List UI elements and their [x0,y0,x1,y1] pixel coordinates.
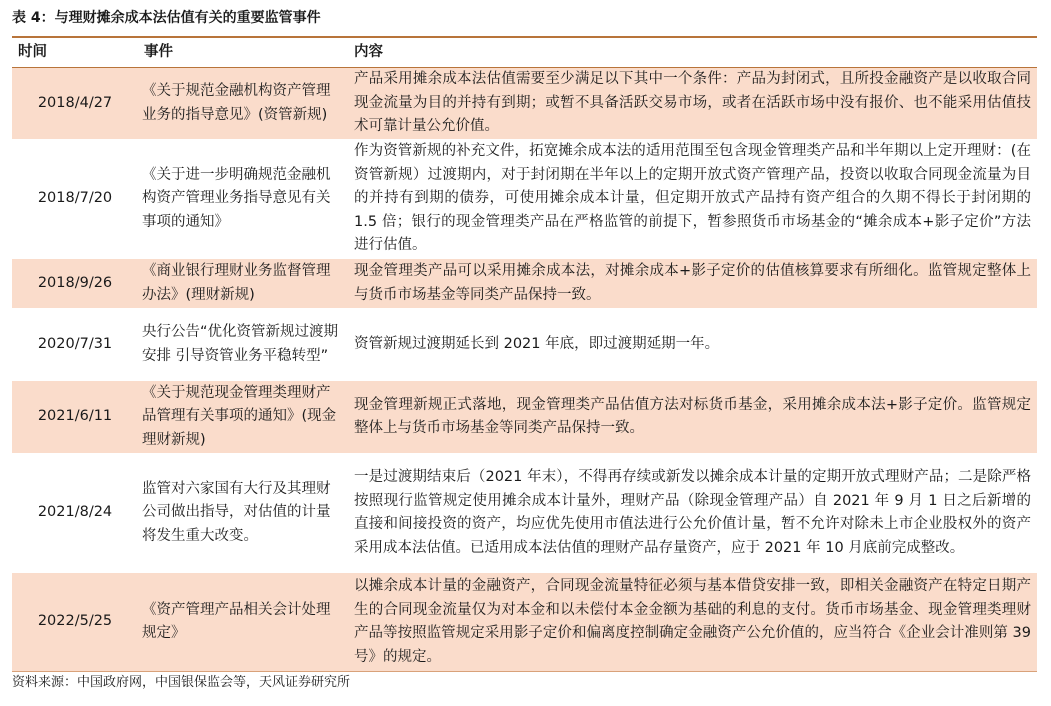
regulatory-events-table [12,36,1037,672]
row-event: 《关于规范现金管理类理财产品管理有关事项的通知》(现金理财新规) [142,384,337,448]
row-date: 2018/9/26 [37,274,113,291]
header-date: 时间 [18,44,47,60]
table-header [12,38,1037,68]
table-row [12,381,1037,454]
table-row [12,259,1037,309]
source-note: 资料来源：中国政府网，中国银保监会等，天风证券研究所 [12,675,351,690]
table-row [12,309,1037,381]
row-date: 2021/6/11 [37,408,113,425]
row-event: 监管对六家国有大行及其理财公司做出指导，对估值的计量将发生重大改变。 [142,480,331,544]
row-event: 《关于规范金融机构资产管理业务的指导意见》(资管新规) [142,83,331,123]
table-row [12,68,1037,140]
row-content: 产品采用摊余成本法估值需要至少满足以下其中一个条件：产品为封闭式，且所投金融资产是以收取合同现金流量为目的并持有到期；或暂不具备活跃交易市场，或者在活跃市场中没有报价、也不能采用估值技术可靠计量公允价值。 [354,71,1031,135]
row-content: 一是过渡期结束后（2021 年末），不得再存续或新发以摊余成本计量的定期开放式理财产品；二是除严格按照现行监管规定使用摊余成本计量外，理财产品（除现金管理产品）自 2021 年 9 月 1 日之后新增的直接和间接投资的资产，均应优先使用市值法进行公允价值计量，暂不允许对除未上市企业股权外的资产采用成本法估值。已适用成本法估值的理财产品存量资产，应于 2021 年 10 月底前完成整改。 [354,469,1031,556]
row-event: 《商业银行理财业务监督管理办法》(理财新规) [142,263,331,303]
header-event: 事件 [144,44,173,60]
table-row [12,454,1037,573]
table-title: 表 4：与理财摊余成本法估值有关的重要监管事件 [12,10,321,26]
row-date: 2018/7/20 [37,190,113,207]
row-content: 现金管理类产品可以采用摊余成本法，对摊余成本+影子定价的估值核算要求有所细化。监管规定整体上与货币市场基金等同类产品保持一致。 [354,263,1031,303]
row-date: 2022/5/25 [37,613,113,630]
row-content: 现金管理新规正式落地，现金管理类产品估值方法对标货币基金，采用摊余成本法+影子定价。监管规定整体上与货币市场基金等同类产品保持一致。 [354,396,1031,436]
row-event: 《资产管理产品相关会计处理规定》 [142,601,331,641]
header-content: 内容 [354,44,383,60]
row-event: 央行公告“优化资管新规过渡期安排 引导资管业务平稳转型” [142,324,339,364]
table-row [12,573,1037,672]
row-event: 《关于进一步明确规范金融机构资产管理业务指导意见有关事项的通知》 [142,166,331,230]
table-row [12,140,1037,259]
row-date: 2018/4/27 [37,94,113,111]
row-date: 2020/7/31 [37,335,113,352]
row-content: 以摊余成本计量的金融资产，合同现金流量特征必须与基本借贷安排一致，即相关金融资产在特定日期产生的合同现金流量仅为对本金和以未偿付本金金额为基础的利息的支付。货币市场基金、现金管理类理财产品等按照监管规定采用影子定价和偏离度控制确定金融资产公允价值的，应当符合《企业会计准则第 39 号》的规定。 [354,578,1031,665]
row-date: 2021/8/24 [37,504,113,521]
row-content: 作为资管新规的补充文件，拓宽摊余成本法的适用范围至包含现金管理类产品和半年期以上定开理财：(在资管新规）过渡期内，对于封闭期在半年以上的定期开放式资产管理产品，投资以收取合同现金流量为目的并持有到期的债券，可使用摊余成本计量，但定期开放式产品持有资产组合的久期不得长于封闭期的 1.5 倍；银行的现金管理类产品在严格监管的前提下，暂参照货币市场基金的“摊余成本+影子定价”方法进行估值。 [354,143,1031,254]
row-content: 资管新规过渡期延长到 2021 年底，即过渡期延期一年。 [354,335,720,352]
